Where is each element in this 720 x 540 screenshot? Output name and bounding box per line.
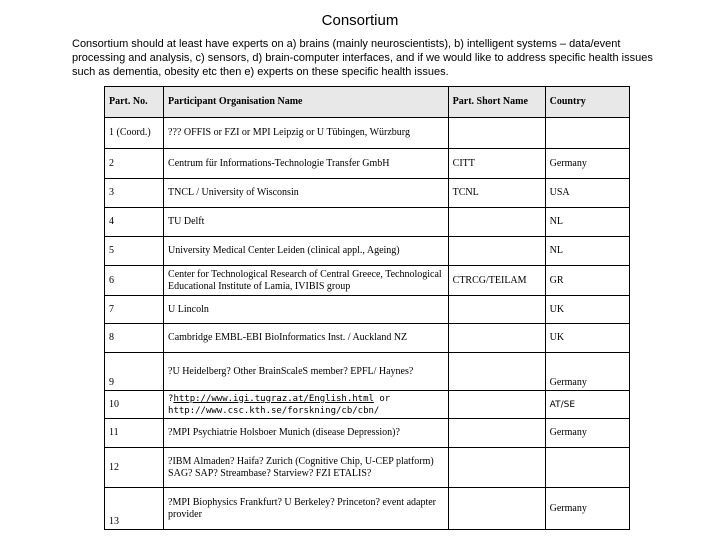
header-org-name: Participant Organisation Name [164, 87, 449, 118]
cell-country [545, 118, 629, 149]
cell-short [448, 419, 545, 448]
participants-table [104, 86, 630, 530]
cell-country: Germany [545, 488, 629, 530]
table-row [105, 391, 630, 419]
cell-no: 12 [105, 448, 164, 488]
cell-short [448, 324, 545, 353]
cell-no: 2 [105, 149, 164, 179]
cell-country: NL [545, 237, 629, 266]
cell-org: ?U Heidelberg? Other BrainScaleS member? EPFL/ Haynes? [164, 353, 449, 391]
intro-text: should at least have experts on a) brains (mainly neuroscientists), b) intelligent systems – data/event processing and analysis, c) sensors, d) brain-computer interfaces, and if we would like to address specific health issues such as dementia, obesity etc then e) experts on these specific health issues. [72, 38, 653, 78]
cell-short: CITT [448, 149, 545, 179]
cell-country: USA [545, 179, 629, 208]
cell-country: UK [545, 324, 629, 353]
table-row [105, 237, 630, 266]
cell-no: 6 [105, 266, 164, 296]
cell-no: 5 [105, 237, 164, 266]
cell-short [448, 237, 545, 266]
table-row [105, 488, 630, 530]
cell-short [448, 448, 545, 488]
header-short-name: Part. Short Name [448, 87, 545, 118]
cell-org: U Lincoln [164, 296, 449, 324]
cell-country: Germany [545, 353, 629, 391]
cell-short: TCNL [448, 179, 545, 208]
table-row [105, 448, 630, 488]
cell-country: NL [545, 208, 629, 237]
page-title: Consortium [321, 12, 399, 29]
cell-no: 10 [105, 391, 164, 419]
intro-paragraph [72, 37, 664, 79]
cell-country: AT/SE [545, 391, 629, 419]
cell-org: Centrum für Informations-Technologie Transfer GmbH [164, 149, 449, 179]
cell-org [164, 391, 449, 419]
kth-url-text: http://www.csc.kth.se/forskning/cb/cbn/ [168, 405, 380, 416]
cell-no: 1 (Coord.) [105, 118, 164, 149]
cell-org: ?IBM Almaden? Haifa? Zurich (Cognitive Chip, U-CEP platform) SAG? SAP? Streambase? Starview? FZI ETALIS? [164, 448, 449, 488]
igi-tugraz-link[interactable]: http://www.igi.tugraz.at/English.html [173, 393, 374, 404]
table-row [105, 179, 630, 208]
cell-org-prefix: ? [168, 393, 174, 404]
header-part-no: Part. No. [105, 87, 164, 118]
cell-org: Center for Technological Research of Central Greece, Technological Educational Institute of Lamia, IVIBIS group [164, 266, 449, 296]
table-row [105, 118, 630, 149]
cell-country: UK [545, 296, 629, 324]
table-row [105, 353, 630, 391]
cell-org-suffix: or [373, 393, 391, 404]
cell-no: 9 [105, 353, 164, 391]
cell-org: TNCL / University of Wisconsin [164, 179, 449, 208]
cell-country: Germany [545, 149, 629, 179]
table-header-row [105, 87, 630, 118]
cell-org: University Medical Center Leiden (clinical appl., Ageing) [164, 237, 449, 266]
table-row [105, 149, 630, 179]
intro-bold-term: Consortium [72, 38, 129, 50]
table-row [105, 296, 630, 324]
cell-country [545, 448, 629, 488]
cell-short [448, 118, 545, 149]
cell-short [448, 296, 545, 324]
table-row [105, 324, 630, 353]
cell-org: TU Delft [164, 208, 449, 237]
cell-no: 11 [105, 419, 164, 448]
table-row [105, 419, 630, 448]
cell-org: ?MPI Psychiatrie Holsboer Munich (disease Depression)? [164, 419, 449, 448]
cell-no: 13 [105, 488, 164, 530]
table-row [105, 208, 630, 237]
header-country: Country [545, 87, 629, 118]
table-row [105, 266, 630, 296]
cell-org: ?MPI Biophysics Frankfurt? U Berkeley? Princeton? event adapter provider [164, 488, 449, 530]
cell-no: 8 [105, 324, 164, 353]
cell-short: CTRCG/TEILAM [448, 266, 545, 296]
cell-short [448, 391, 545, 419]
cell-short [448, 208, 545, 237]
cell-country: GR [545, 266, 629, 296]
cell-org: ??? OFFIS or FZI or MPI Leipzig or U Tübingen, Würzburg [164, 118, 449, 149]
cell-no: 3 [105, 179, 164, 208]
cell-no: 7 [105, 296, 164, 324]
cell-short [448, 488, 545, 530]
cell-short [448, 353, 545, 391]
cell-org: Cambridge EMBL-EBI BioInformatics Inst. / Auckland NZ [164, 324, 449, 353]
cell-no: 4 [105, 208, 164, 237]
cell-country: Germany [545, 419, 629, 448]
